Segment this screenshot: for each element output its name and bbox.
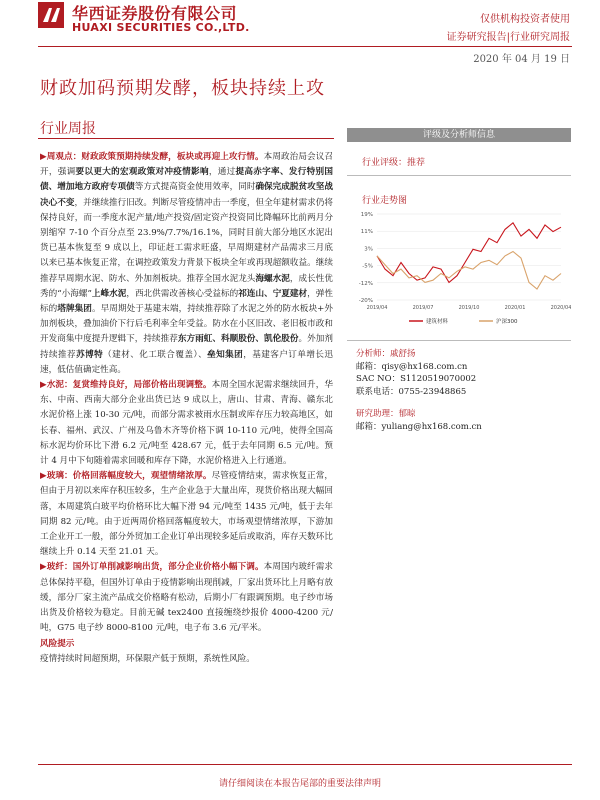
company-logo (38, 2, 64, 28)
text-run: ，通过 (208, 167, 236, 178)
company-name-cn: 华西证券股份有限公司 (72, 4, 238, 23)
text-run: ，成长性优秀的“小海螺” (40, 273, 333, 299)
series-line (377, 252, 561, 290)
audience-disclaimer: 仅供机构投资者使用 (480, 14, 570, 25)
text-run: ，并继续推行旧改。判断尽管疫情冲击一季度，但全年建材需求仍将保持良好，而一季度水泥产量/地产投资/固定资产投资同比降幅环比前两月分别缩窄 7-10 个百分点至 23.9%/7.7%/16.1%，同时目前大部分地区水泥出货已基本恢复至 9 成以上，印证赶工需求旺盛，早周期建材产品需求三月底以来已基本恢复正常，在调控政策发力背景下板块全年或再现超额收益。继续推荐早周期水泥、防水、外加剂板块。推荐全国水泥龙头 (40, 197, 333, 284)
text-run: 垒知集团 (207, 349, 244, 360)
analyst-1-phone: 联系电话：0755-23948865 (356, 386, 467, 397)
chart-legend (409, 317, 518, 325)
legend-label: 建筑材料 (426, 319, 449, 325)
text-run: 苏博特 (76, 349, 104, 360)
text-run: 提高赤字率、发行特别国债、增加地方政府专项债 (40, 167, 333, 193)
fiberglass-lead: ▶玻纤：国外订单削减影响出货，部分企业价格小幅下调。 (40, 562, 264, 573)
section-divider (38, 138, 334, 139)
analyst-1 (356, 348, 571, 361)
panel-divider (347, 340, 571, 341)
text-run: 东方雨虹、科顺股份、凯伦股份 (177, 334, 299, 345)
text-run: （建材、化工联合覆盖）、 (103, 349, 208, 360)
series-lines (377, 223, 561, 289)
y-tick-label: 3% (364, 246, 373, 253)
glass-lead: ▶玻璃：价格回落幅度较大，观望情绪浓厚。 (40, 471, 212, 482)
cement-lead: ▶水泥：复赏维持良好，局部价格出现调整。 (40, 380, 212, 391)
report-type: 证券研究报告|行业研究周报 (446, 32, 570, 43)
y-tick-label: -5% (362, 263, 373, 270)
text-run: ，基建客户订单增长迅速，低估值确定性高。 (40, 349, 333, 375)
cement-paragraph (40, 378, 333, 469)
chart-grid (377, 214, 561, 300)
analyst-label: 分析师： (356, 349, 391, 359)
analyst-2 (356, 408, 571, 421)
header-divider (38, 46, 572, 47)
glass-paragraph (40, 469, 333, 560)
text-run: 确保完成脱贫攻坚战决心不变 (40, 182, 333, 208)
text-run: 。早周期处于基建末端，持续推荐除了水泥之外的防水板块+外加剂板块，叠加油价下行后毛利率全年受益。防水在小区旧改、老旧板市政和开发商集中度提升逻辑下，持续推荐 (40, 304, 333, 345)
analyst-name: 戚舒扬 (390, 349, 416, 359)
chart-title: 行业走势图 (362, 196, 408, 206)
glass-text: 尽管疫情结束，需求恢复正常，但由于月初以来库存积压较多，生产企业急于大量出库，现货价格出现大幅回落，本周建筑白玻平均价格环比大幅下滑 94 元/吨至 1435 元/吨，低于去年同期 82 元/吨。由于近两周价格回落幅度较大，市场观望情绪浓厚，下游加工企业开工一般，部分外贸加工企业订单出现较多延后或取消，库存天数环比继续上升 0.14 天至 21.01 天。 (40, 471, 333, 558)
text-run: ，西北供需改善核心受益标的 (126, 288, 239, 299)
fiberglass-paragraph (40, 560, 333, 636)
text-run: 等方式提高资金使用效率，同时 (134, 182, 256, 193)
text-run: 海螺水泥 (255, 273, 290, 284)
industry-trend-chart (347, 208, 571, 336)
fiberglass-text: 本周国内玻纤需求总体保持平稳，但国外订单由于疫情影响出现削减，厂家出货环比上月略有放缓，部分厂家主流产品成交价格略有松动，后期小厂有跟调预期。电子纱市场出货及价格较为稳定。目前无碱 tex2400 直接缠绕纱报价 4000-4200 元/吨，G75 电子纱 8000-8100 元/吨，电子布 3.6 元/平米。 (40, 562, 333, 634)
footer-divider (38, 764, 572, 765)
industry-rating: 行业评级：推荐 (362, 158, 426, 168)
analyst-1-email: 邮箱：qisy@hx168.com.cn (356, 361, 468, 372)
y-tick-label: -20% (358, 298, 373, 304)
x-tick-label: 2020/01 (504, 305, 526, 311)
text-run: 本周政治局会议召开，强调 (40, 152, 333, 178)
x-tick-label: 2019/04 (366, 305, 388, 311)
x-tick-label: 2019/10 (458, 305, 480, 311)
text-run: 塔牌集团 (57, 304, 92, 315)
panel-divider (347, 175, 571, 176)
x-axis-labels (367, 305, 571, 311)
report-title: 财政加码预期发酵，板块持续上攻 (40, 78, 325, 99)
legal-notice: 请仔细阅读在本报告尾部的重要法律声明 (218, 779, 381, 789)
section-label: 行业周报 (40, 121, 96, 137)
analyst-info (356, 348, 571, 433)
y-tick-label: 11% (360, 229, 373, 236)
analyst-1-sac: SAC NO：S1120519070002 (356, 374, 477, 384)
weekly-view-paragraph (40, 150, 333, 378)
text-run: 祁连山、宁夏建材 (238, 288, 308, 299)
text-run: ，弹性标的 (40, 288, 333, 315)
y-tick-label: 19% (360, 212, 373, 218)
legend-label: 沪深300 (496, 319, 518, 325)
cement-text: 本周全国水泥需求继续回升，华东、中南、西南大部分企业出货已达 9 成以上，唐山、甘肃、青海、赣东北水泥价格上涨 10-30 元/吨，而部分需求被雨水压制或库存压力较高地区，如长春、福州、武汉、广州及乌鲁木齐等价格下调 10-110 元/吨，使得全国高标水泥均价环比下滑 6.2 元/吨至 428.67 元，低于去年同期 6.5 元/吨。预计 4 月中下旬随着需求回暖和库存下降，水泥价格进入上行通道。 (40, 380, 333, 467)
text-run: 。外加剂持续推荐 (40, 334, 333, 360)
y-tick-label: -12% (358, 280, 373, 287)
analyst-2-email: 邮箱：yuliang@hx168.com.cn (356, 421, 482, 432)
text-run: 要以更大的宏观政策对冲疫情影响 (75, 167, 209, 178)
risk-title: 风险提示 (40, 638, 75, 649)
analyst-label: 研究助理： (356, 409, 399, 419)
x-tick-label: 2020/04 (550, 305, 571, 311)
panel-header: 评级及分析师信息 (347, 128, 571, 142)
y-axis-labels (359, 212, 373, 304)
report-body (40, 150, 333, 667)
report-date: 2020 年 04 月 19 日 (473, 54, 570, 65)
x-tick-label: 2019/07 (412, 305, 434, 311)
text-run: 上峰水泥 (91, 288, 127, 299)
weekly-view-lead: ▶周观点：财政政策预期持续发酵，板块或再迎上攻行情。 (40, 152, 264, 162)
risk-text: 疫情持续时间超预期，环保限产低于预期，系统性风险。 (40, 653, 255, 664)
company-name-en: HUAXI SECURITIES CO.,LTD. (72, 21, 250, 34)
analyst-name: 郁晾 (398, 409, 416, 419)
